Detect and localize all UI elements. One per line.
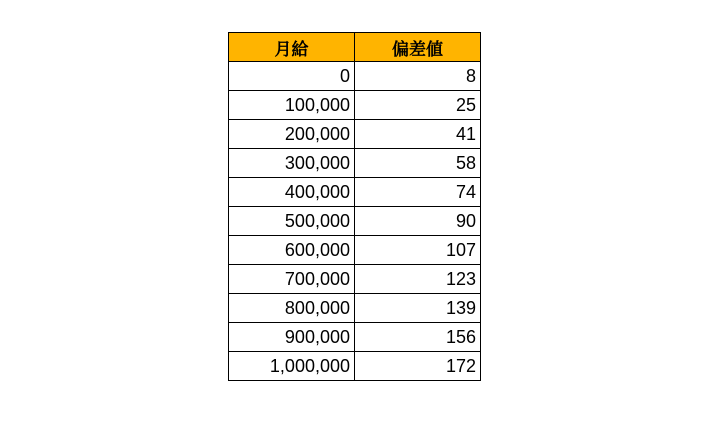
salary-cell: 300,000 <box>229 149 355 178</box>
salary-cell: 1,000,000 <box>229 352 355 381</box>
deviation-cell: 139 <box>355 294 481 323</box>
salary-cell: 200,000 <box>229 120 355 149</box>
table-row <box>229 236 481 265</box>
salary-cell: 900,000 <box>229 323 355 352</box>
salary-cell: 400,000 <box>229 178 355 207</box>
table-header-row <box>229 33 481 62</box>
table-row <box>229 91 481 120</box>
deviation-cell: 25 <box>355 91 481 120</box>
salary-deviation-table-container <box>228 32 481 381</box>
salary-deviation-table <box>228 32 481 381</box>
deviation-cell: 8 <box>355 62 481 91</box>
salary-cell: 100,000 <box>229 91 355 120</box>
table-row <box>229 120 481 149</box>
table-row <box>229 323 481 352</box>
table-row <box>229 207 481 236</box>
deviation-cell: 58 <box>355 149 481 178</box>
table-row <box>229 178 481 207</box>
deviation-cell: 74 <box>355 178 481 207</box>
deviation-cell: 41 <box>355 120 481 149</box>
deviation-cell: 172 <box>355 352 481 381</box>
table-row <box>229 62 481 91</box>
table-row <box>229 149 481 178</box>
header-monthly-salary: 月給 <box>229 33 355 62</box>
salary-cell: 0 <box>229 62 355 91</box>
deviation-cell: 107 <box>355 236 481 265</box>
table-row <box>229 294 481 323</box>
salary-cell: 700,000 <box>229 265 355 294</box>
salary-cell: 800,000 <box>229 294 355 323</box>
table-row <box>229 265 481 294</box>
deviation-cell: 156 <box>355 323 481 352</box>
table-row <box>229 352 481 381</box>
salary-cell: 600,000 <box>229 236 355 265</box>
header-deviation-value: 偏差値 <box>355 33 481 62</box>
salary-cell: 500,000 <box>229 207 355 236</box>
deviation-cell: 90 <box>355 207 481 236</box>
deviation-cell: 123 <box>355 265 481 294</box>
table-body <box>229 62 481 381</box>
